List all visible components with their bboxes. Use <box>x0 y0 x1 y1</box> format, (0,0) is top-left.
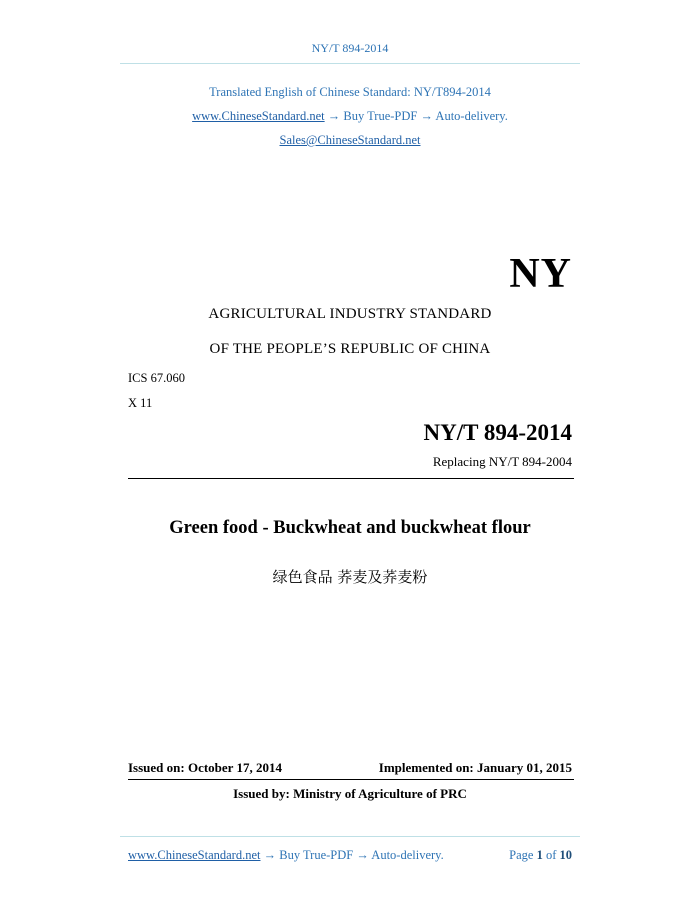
footer-divider <box>120 836 580 837</box>
standard-number: NY/T 894-2014 <box>423 420 572 445</box>
purchase-line <box>0 109 700 124</box>
implemented-on: Implemented on: January 01, 2015 <box>378 760 572 775</box>
footer-purchase-line <box>128 848 444 863</box>
ics-code: ICS 67.060 <box>128 371 185 385</box>
ccs-code: X 11 <box>128 396 153 410</box>
standard-code: NY <box>509 251 572 297</box>
issued-by: Issued by: Ministry of Agriculture of PRC <box>233 786 467 801</box>
document-title-chinese: 绿色食品 荞麦及荞麦粉 <box>272 568 428 586</box>
footer-purchase-text: → Buy True-PDF → Auto-delivery. <box>260 848 444 862</box>
issued-on: Issued on: October 17, 2014 <box>128 760 282 775</box>
document-title: Green food - Buckwheat and buckwheat flour <box>169 518 531 538</box>
page-of: of <box>545 848 557 862</box>
agency-line-2: OF THE PEOPLE’S REPUBLIC OF CHINA <box>209 341 491 357</box>
header-divider <box>120 63 580 64</box>
page-current: 1 <box>536 848 543 862</box>
site-link[interactable]: www.ChineseStandard.net <box>192 109 325 123</box>
purchase-text: → Buy True-PDF → Auto-delivery. <box>324 109 508 123</box>
page-number <box>509 848 572 863</box>
replacing-note: Replacing NY/T 894-2004 <box>432 454 572 469</box>
footer-site-link[interactable]: www.ChineseStandard.net <box>128 848 261 862</box>
page-total: 10 <box>559 848 572 862</box>
translation-notice: Translated English of Chinese Standard: NY/T894-2014 <box>209 85 491 99</box>
email-line <box>0 133 700 148</box>
page-label: Page <box>509 848 534 862</box>
agency-line-1: AGRICULTURAL INDUSTRY STANDARD <box>208 306 492 322</box>
issue-divider <box>128 779 574 780</box>
page-header: NY/T 894-2014 <box>311 41 389 55</box>
title-divider <box>128 478 574 479</box>
email-link[interactable]: Sales@ChineseStandard.net <box>279 133 421 147</box>
